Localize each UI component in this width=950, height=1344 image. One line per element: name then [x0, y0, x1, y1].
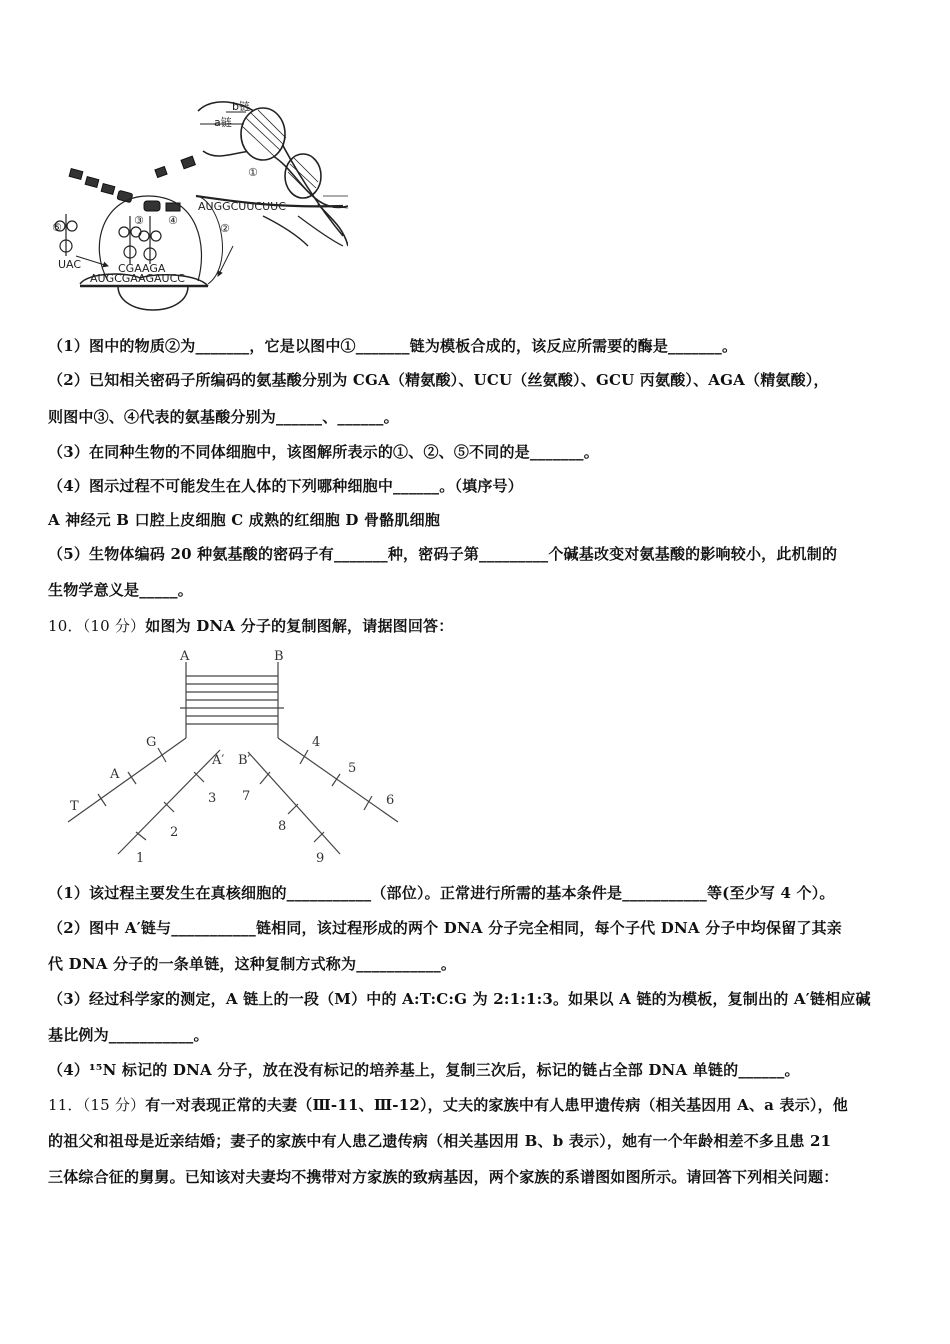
q10-number: 10．: [48, 617, 83, 635]
q10-part2-line1: （2）图中 A′链与___________链相同，该过程形成的两个 DNA 分子完全相同，每个子代 DNA 分子中均保留了其亲: [48, 919, 842, 937]
num-8-label: 8: [278, 819, 287, 834]
q11-line3: 三体综合征的舅舅。已知该对夫妻均不携带对方家族的致病基因，两个家族的系谱图如图所示。请回答下列相关问题：: [48, 1168, 839, 1186]
q11-number: 11．: [48, 1096, 83, 1114]
num-4-label: 4: [312, 735, 321, 750]
num-2-label: 2: [170, 825, 179, 840]
circle-2-label: ②: [220, 222, 230, 235]
num-7-label: 7: [242, 789, 251, 804]
q9-part3: （3）在同种生物的不同体细胞中，该图解所表示的①、②、⑤不同的是_______。: [48, 443, 599, 461]
q9-part2-line1: （2）已知相关密码子所编码的氨基酸分别为 CGA（精氨酸）、UCU（丝氨酸）、GCU 丙氨酸）、AGA（精氨酸），: [48, 371, 829, 389]
q9-part5-line2: 生物学意义是_____。: [48, 581, 193, 599]
dna-replication-figure: [58, 640, 408, 872]
num-1-label: 1: [136, 851, 145, 866]
q11-score: （15 分）: [82, 1096, 146, 1114]
circle-1-label: ①: [248, 166, 258, 179]
circle-5-label: ⑤: [52, 221, 62, 234]
base-T-label: T: [70, 799, 79, 814]
transcription-translation-figure: [48, 96, 348, 318]
q11-line2: 的祖父和祖母是近亲结婚；妻子的家族中有人患乙遗传病（相关基因用 B、b 表示），她有一个年龄相差不多且患 21: [48, 1132, 832, 1150]
mrna-bases-b: AUGCGAAGAUCC: [90, 272, 185, 285]
q10-score: （10 分）: [82, 617, 146, 635]
q11-line1: [48, 1095, 908, 1115]
strand-B-prime-label: B′: [238, 753, 251, 768]
q10-stem-text: 如图为 DNA 分子的复制图解，请据图回答：: [145, 617, 454, 635]
replication-fork-icon: [68, 662, 398, 854]
a-chain-label: a链: [214, 116, 232, 129]
q9-part2-line2: 则图中③、④代表的氨基酸分别为______、______。: [48, 408, 399, 426]
q10-part1: （1）该过程主要发生在真核细胞的___________（部位）。正常进行所需的基本条件是___________等(至少写 4 个）。: [48, 884, 835, 902]
anticodon-label: UAC: [58, 258, 82, 271]
q10-part3-line1: （3）经过科学家的测定，A 链上的一段（M）中的 A:T:C:G 为 2:1:1:3。如果以 A 链的为模板，复制出的 A′链相应碱: [48, 990, 871, 1008]
q9-part4: （4）图示过程不可能发生在人体的下列哪种细胞中______。（填序号）: [48, 477, 523, 495]
trna-codes-label: CGAAGA: [118, 262, 166, 275]
num-3-label: 3: [208, 791, 217, 806]
trna-icons: [55, 214, 161, 264]
q10-part2-line2: 代 DNA 分子的一条单链，这种复制方式称为___________。: [48, 955, 457, 973]
circle-3-label: ③: [134, 214, 144, 227]
q10-part3-line2: 基比例为___________。: [48, 1026, 209, 1044]
q10-part4: （4）¹⁵N 标记的 DNA 分子，放在没有标记的培养基上，复制三次后，标记的链占全部 DNA 单链的______。: [48, 1061, 800, 1079]
num-5-label: 5: [348, 761, 357, 776]
base-G-label: G: [146, 735, 157, 750]
q11-line1-text: 有一对表现正常的夫妻（Ⅲ-11、Ⅲ-12），丈夫的家族中有人患甲遗传病（相关基因用 A、a 表示），他: [145, 1096, 848, 1114]
num-6-label: 6: [386, 793, 395, 808]
q9-part4-options: A 神经元 B 口腔上皮细胞 C 成熟的红细胞 D 骨骼肌细胞: [48, 511, 441, 529]
strand-B-label: B: [274, 649, 284, 664]
b-chain-label: b链: [232, 100, 250, 113]
q9-part5-line1: （5）生物体编码 20 种氨基酸的密码子有_______种，密码子第_________个碱基改变对氨基酸的影响较小，此机制的: [48, 545, 838, 563]
circle-4-label: ④: [168, 214, 178, 227]
base-A-label: A: [110, 767, 120, 782]
q9-part1: （1）图中的物质②为_______，它是以图中①_______链为模板合成的，该反应所需要的酶是_______。: [48, 337, 738, 355]
q10-stem: [48, 616, 908, 636]
strand-A-label: A: [180, 649, 190, 664]
mrna-bases-a: AUGGCUUCUUC: [198, 200, 286, 213]
strand-A-prime-label: A′: [212, 753, 225, 768]
num-9-label: 9: [316, 851, 325, 866]
